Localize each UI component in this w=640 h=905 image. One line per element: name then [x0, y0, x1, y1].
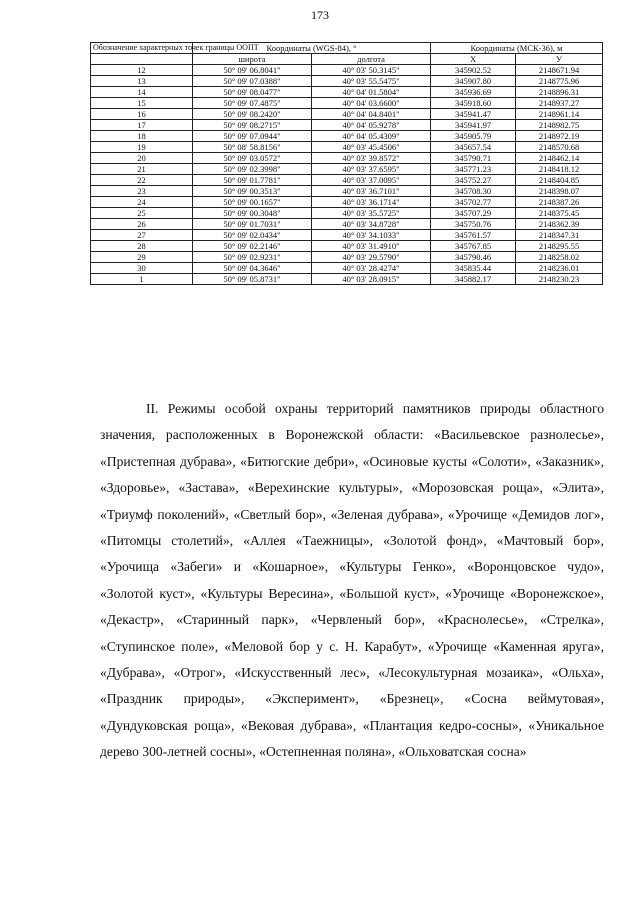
- x-coordinate-cell: 345907.80: [431, 76, 516, 87]
- latitude-cell: 50° 09' 02.3998": [193, 164, 312, 175]
- point-number-cell: 28: [91, 241, 193, 252]
- longitude-cell: 40° 04' 05.4309": [312, 131, 431, 142]
- table-row: [91, 175, 603, 186]
- point-number-cell: 27: [91, 230, 193, 241]
- longitude-cell: 40° 03' 34.8728": [312, 219, 431, 230]
- x-coordinate-cell: 345918.60: [431, 98, 516, 109]
- table-row: [91, 131, 603, 142]
- longitude-cell: 40° 03' 34.1033": [312, 230, 431, 241]
- y-coordinate-cell: 2148972.19: [516, 131, 603, 142]
- y-coordinate-cell: 2148404.85: [516, 175, 603, 186]
- point-number-cell: 21: [91, 164, 193, 175]
- latitude-cell: 50° 09' 08.2420": [193, 109, 312, 120]
- header-msk36: Координаты (МСК-36), м: [431, 43, 603, 54]
- latitude-cell: 50° 09' 04.3646": [193, 263, 312, 274]
- x-coordinate-cell: 345902.52: [431, 65, 516, 76]
- x-coordinate-cell: 345790.46: [431, 252, 516, 263]
- table-row: [91, 120, 603, 131]
- latitude-cell: 50° 09' 00.1657": [193, 197, 312, 208]
- y-coordinate-cell: 2148418.12: [516, 164, 603, 175]
- point-number-cell: 29: [91, 252, 193, 263]
- x-coordinate-cell: 345882.17: [431, 274, 516, 285]
- longitude-cell: 40° 03' 55.5475": [312, 76, 431, 87]
- x-coordinate-cell: 345702.77: [431, 197, 516, 208]
- longitude-cell: 40° 03' 36.7101": [312, 186, 431, 197]
- longitude-cell: 40° 03' 28.4274": [312, 263, 431, 274]
- table-row: [91, 98, 603, 109]
- table-row: [91, 274, 603, 285]
- table-row: [91, 219, 603, 230]
- y-coordinate-cell: 2148982.75: [516, 120, 603, 131]
- section-paragraph: II. Режимы особой охраны территорий памятников природы областного значения, расположенных в Воронежской области: «Васильевское разнолесье», «Пристепная дубрава», «Битюгские дебри», «Осиновые кусты «Солоти», «Заказник», «Здоровье», «Застава», «Верехинские культуры», «Морозовская роща», «Элита», «Триумф поколений», «Светлый бор», «Зеленая дубрава», «Урочище «Демидов лог», «Питомцы столетий», «Аллея «Таежницы», «Золотой фонд», «Мачтовый бор», «Урочища «Забеги» и «Кошарное», «Культуры Генко», «Воронцовское чудо», «Золотой куст», «Культуры Вересина», «Большой куст», «Урочище «Воронежское», «Декастр», «Старинный парк», «Червленый бор», «Краснолесье», «Стрелка», «Ступинское поле», «Меловой бор у с. Н. Карабут», «Урочище «Каменная яруга», «Дубрава», «Отрог», «Искусственный лес», «Лесокультурная мозаика», «Ольха», «Праздник природы», «Эксперимент», «Брезнец», «Сосна веймутовая», «Дундуковская роща», «Вековая дубрава», «Плантация кедро-сосны», «Уникальное дерево 300-летней сосны», «Остепненная поляна», «Ольховатская сосна»: [100, 401, 604, 760]
- y-coordinate-cell: 2148671.94: [516, 65, 603, 76]
- x-coordinate-cell: 345941.47: [431, 109, 516, 120]
- y-coordinate-cell: 2148462.14: [516, 153, 603, 164]
- header-latitude: широта: [193, 54, 312, 65]
- point-number-cell: 17: [91, 120, 193, 131]
- y-coordinate-cell: 2148937.27: [516, 98, 603, 109]
- point-number-cell: 12: [91, 65, 193, 76]
- y-coordinate-cell: 2148398.07: [516, 186, 603, 197]
- y-coordinate-cell: 2148236.01: [516, 263, 603, 274]
- point-number-cell: 26: [91, 219, 193, 230]
- longitude-cell: 40° 03' 36.1714": [312, 197, 431, 208]
- table-row: [91, 252, 603, 263]
- x-coordinate-cell: 345707.29: [431, 208, 516, 219]
- table-row: [91, 186, 603, 197]
- header-point-label: Обозначение характерных точек границы ООПТ: [91, 43, 193, 54]
- y-coordinate-cell: 2148295.55: [516, 241, 603, 252]
- latitude-cell: 50° 09' 02.0434": [193, 230, 312, 241]
- y-coordinate-cell: 2148387.26: [516, 197, 603, 208]
- x-coordinate-cell: 345835.44: [431, 263, 516, 274]
- x-coordinate-cell: 345750.76: [431, 219, 516, 230]
- table-row: [91, 109, 603, 120]
- y-coordinate-cell: 2148896.31: [516, 87, 603, 98]
- header-empty: [91, 54, 193, 65]
- latitude-cell: 50° 09' 02.9231": [193, 252, 312, 263]
- latitude-cell: 50° 09' 01.7781": [193, 175, 312, 186]
- page-number: 173: [311, 8, 329, 22]
- table-row: [91, 230, 603, 241]
- longitude-cell: 40° 03' 28.0915": [312, 274, 431, 285]
- table-row: [91, 153, 603, 164]
- latitude-cell: 50° 09' 03.0572": [193, 153, 312, 164]
- latitude-cell: 50° 08' 58.8156": [193, 142, 312, 153]
- x-coordinate-cell: 345761.57: [431, 230, 516, 241]
- table-row: [91, 142, 603, 153]
- latitude-cell: 50° 09' 08.0477": [193, 87, 312, 98]
- latitude-cell: 50° 09' 06.8041": [193, 65, 312, 76]
- table-row: [91, 241, 603, 252]
- x-coordinate-cell: 345657.54: [431, 142, 516, 153]
- coordinates-table: [90, 42, 603, 285]
- table-body: [91, 65, 603, 285]
- latitude-cell: 50° 09' 07.4875": [193, 98, 312, 109]
- header-longitude: долгота: [312, 54, 431, 65]
- x-coordinate-cell: 345905.79: [431, 131, 516, 142]
- point-number-cell: 15: [91, 98, 193, 109]
- latitude-cell: 50° 09' 01.7031": [193, 219, 312, 230]
- point-number-cell: 22: [91, 175, 193, 186]
- latitude-cell: 50° 09' 02.2146": [193, 241, 312, 252]
- header-y: У: [516, 54, 603, 65]
- longitude-cell: 40° 03' 29.5790": [312, 252, 431, 263]
- point-number-cell: 18: [91, 131, 193, 142]
- x-coordinate-cell: 345941.97: [431, 120, 516, 131]
- x-coordinate-cell: 345708.30: [431, 186, 516, 197]
- y-coordinate-cell: 2148570.68: [516, 142, 603, 153]
- point-number-cell: 20: [91, 153, 193, 164]
- x-coordinate-cell: 345767.85: [431, 241, 516, 252]
- y-coordinate-cell: 2148230.23: [516, 274, 603, 285]
- table-row: [91, 164, 603, 175]
- x-coordinate-cell: 345790.71: [431, 153, 516, 164]
- x-coordinate-cell: 345752.27: [431, 175, 516, 186]
- point-number-cell: 30: [91, 263, 193, 274]
- header-x: X: [431, 54, 516, 65]
- point-number-cell: 24: [91, 197, 193, 208]
- point-number-cell: 13: [91, 76, 193, 87]
- longitude-cell: 40° 04' 03.6600": [312, 98, 431, 109]
- table-row: [91, 76, 603, 87]
- longitude-cell: 40° 03' 37.6595": [312, 164, 431, 175]
- point-number-cell: 19: [91, 142, 193, 153]
- y-coordinate-cell: 2148362.39: [516, 219, 603, 230]
- table-row: [91, 263, 603, 274]
- x-coordinate-cell: 345936.69: [431, 87, 516, 98]
- y-coordinate-cell: 2148347.31: [516, 230, 603, 241]
- latitude-cell: 50° 09' 05.8731": [193, 274, 312, 285]
- x-coordinate-cell: 345771.23: [431, 164, 516, 175]
- table-row: [91, 197, 603, 208]
- longitude-cell: 40° 03' 37.0095": [312, 175, 431, 186]
- latitude-cell: 50° 09' 00.3513": [193, 186, 312, 197]
- latitude-cell: 50° 09' 07.0944": [193, 131, 312, 142]
- longitude-cell: 40° 03' 31.4910": [312, 241, 431, 252]
- y-coordinate-cell: 2148375.45: [516, 208, 603, 219]
- table-row: [91, 87, 603, 98]
- point-number-cell: 23: [91, 186, 193, 197]
- point-number-cell: 16: [91, 109, 193, 120]
- point-number-cell: 1: [91, 274, 193, 285]
- longitude-cell: 40° 03' 50.3145": [312, 65, 431, 76]
- longitude-cell: 40° 03' 39.8572": [312, 153, 431, 164]
- longitude-cell: 40° 04' 01.5804": [312, 87, 431, 98]
- table-row: [91, 208, 603, 219]
- longitude-cell: 40° 04' 05.9278": [312, 120, 431, 131]
- longitude-cell: 40° 04' 04.8401": [312, 109, 431, 120]
- point-number-cell: 25: [91, 208, 193, 219]
- y-coordinate-cell: 2148961.14: [516, 109, 603, 120]
- y-coordinate-cell: 2148258.02: [516, 252, 603, 263]
- latitude-cell: 50° 09' 07.0388": [193, 76, 312, 87]
- latitude-cell: 50° 09' 08.2715": [193, 120, 312, 131]
- longitude-cell: 40° 03' 35.5725": [312, 208, 431, 219]
- latitude-cell: 50° 09' 00.3048": [193, 208, 312, 219]
- y-coordinate-cell: 2148775.96: [516, 76, 603, 87]
- point-number-cell: 14: [91, 87, 193, 98]
- header-wgs84: Координаты (WGS-84), °: [193, 43, 431, 54]
- table-row: [91, 65, 603, 76]
- longitude-cell: 40° 03' 45.4506": [312, 142, 431, 153]
